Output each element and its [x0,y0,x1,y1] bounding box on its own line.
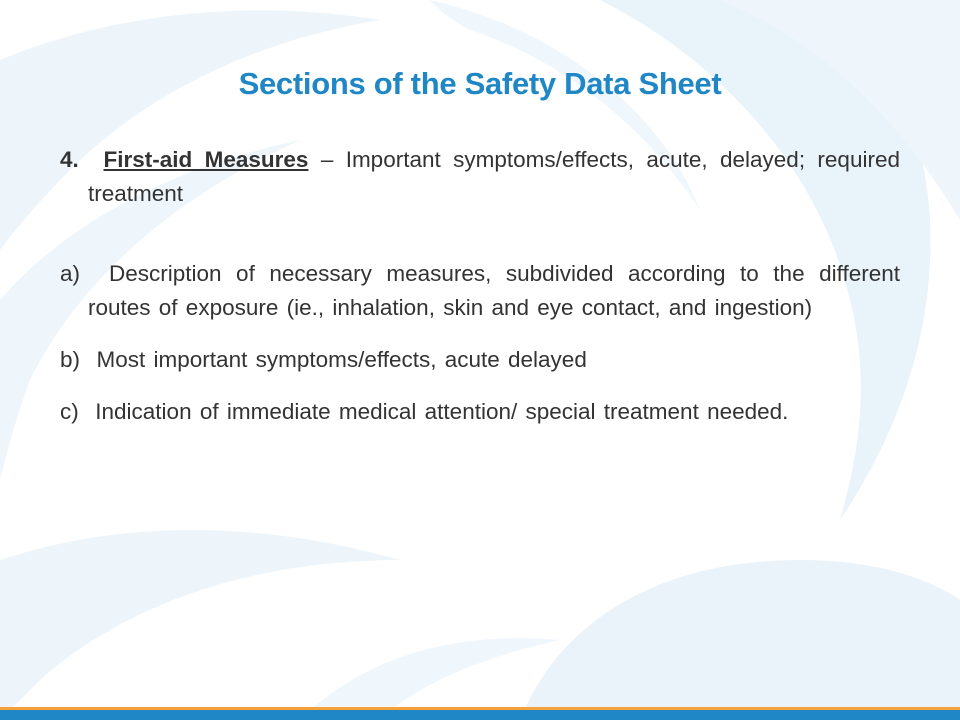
list-item-b-marker: b) [60,347,81,372]
list-item-a [60,257,900,325]
list-item-b [60,343,900,377]
section-label: First-aid Measures [103,147,309,172]
footer-bar [0,710,960,720]
list-item-c-text: Indication of immediate medical attention/ special treatment needed. [95,399,789,424]
slide-title: Sections of the Safety Data Sheet [238,66,722,101]
list-item-c [60,395,900,429]
list-item-a-text: Description of necessary measures, subdivided according to the different routes of exposure (ie., inhalation, skin and eye contact, and ingestion) [88,261,900,320]
list-item-b-text: Most important symptoms/effects, acute delayed [96,347,587,372]
section-description: – Important symptoms/effects, acute, delayed; required treatment [88,147,900,206]
section-number: 4. [60,147,79,172]
section-heading [60,143,900,211]
list-item-a-marker: a) [60,261,81,286]
slide-body [60,143,900,429]
list-item-c-marker: c) [60,399,79,424]
